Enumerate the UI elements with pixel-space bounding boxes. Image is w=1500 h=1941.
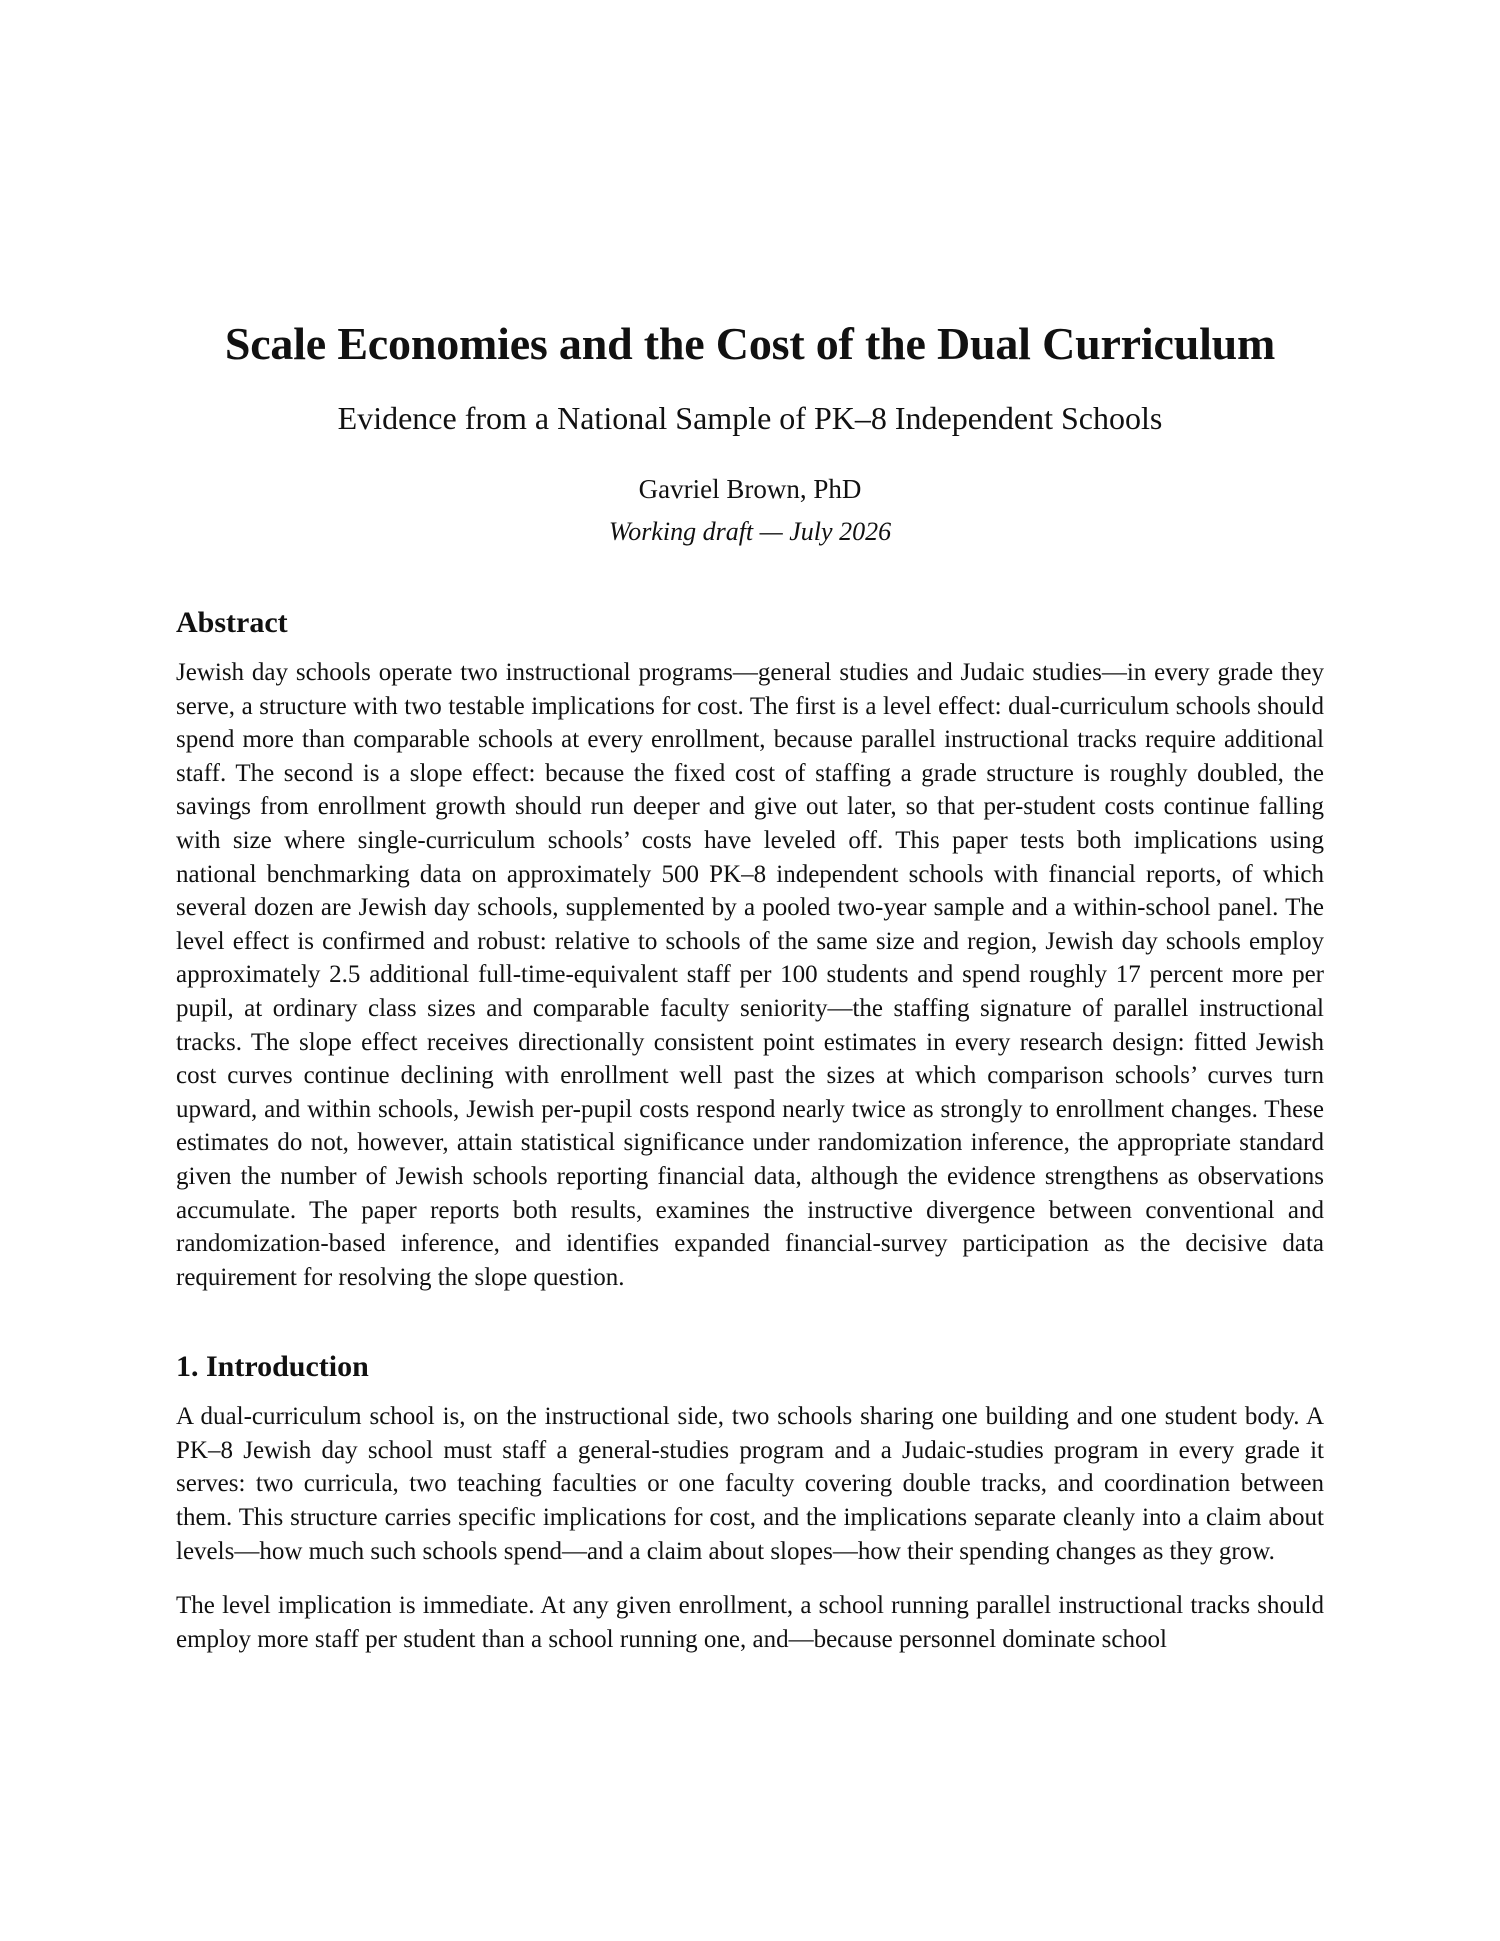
paper-page — [176, 316, 1324, 1656]
paper-title: Scale Economies and the Cost of the Dual Curriculum — [224, 318, 1276, 369]
author-name: Gavriel Brown, PhD — [638, 474, 862, 504]
introduction-paragraph-1: A dual-curriculum school is, on the instructional side, two schools sharing one building and one student body. A PK–8 Jewish day school must staff a general-studies program and a Judaic-studies program in every grade it serves: two curricula, two teaching faculties or one faculty covering double tracks, and coordination between them. This structure carries specific implications for cost, and the implications separate cleanly into a claim about levels—how much such schools spend—and a claim about slopes—how their spending changes as they grow. — [176, 1403, 1324, 1565]
abstract-text: Jewish day schools operate two instructional programs—general studies and Judaic studies—in every grade they serve, a structure with two testable implications for cost. The first is a level effect: dual-curriculum schools should spend more than comparable schools at every enrollment, because parallel instructional tracks require additional staff. The second is a slope effect: because the fixed cost of staffing a grade structure is roughly doubled, the savings from enrollment growth should run deeper and give out later, so that per-student costs continue falling with size where single-curriculum schools’ costs have leveled off. This paper tests both implications using national benchmarking data on approximately 500 PK–8 independent schools with financial reports, of which several dozen are Jewish day schools, supplemented by a pooled two-year sample and a within-school panel. The level effect is confirmed and robust: relative to schools of the same size and region, Jewish day schools employ approximately 2.5 additional full-time-equivalent staff per 100 students and spend roughly 17 percent more per pupil, at ordinary class sizes and comparable faculty seniority—the staffing signature of parallel instructional tracks. The slope effect receives directionally consistent point estimates in every research design: fitted Jewish cost curves continue declining with enrollment well past the sizes at which comparison schools’ curves turn upward, and within schools, Jewish per-pupil costs respond nearly twice as strongly to enrollment changes. These estimates do not, however, attain statistical significance under randomization inference, the appropriate standard given the number of Jewish schools reporting financial data, although the evidence strengthens as observations accumulate. The paper reports both results, examines the instructive divergence between conventional and randomization-based inference, and identifies expanded financial-survey participation as the decisive data requirement for resolving the slope question. — [176, 659, 1324, 1291]
paper-subtitle: Evidence from a National Sample of PK–8 Independent Schools — [337, 400, 1163, 436]
abstract-heading: Abstract — [176, 606, 288, 639]
introduction-paragraph-2: The level implication is immediate. At any given enrollment, a school running parallel instructional tracks should employ more staff per student than a school running one, and—because personnel dominate school — [176, 1592, 1324, 1653]
draft-date: Working draft — July 2026 — [608, 517, 892, 546]
introduction-heading: 1. Introduction — [176, 1350, 369, 1384]
